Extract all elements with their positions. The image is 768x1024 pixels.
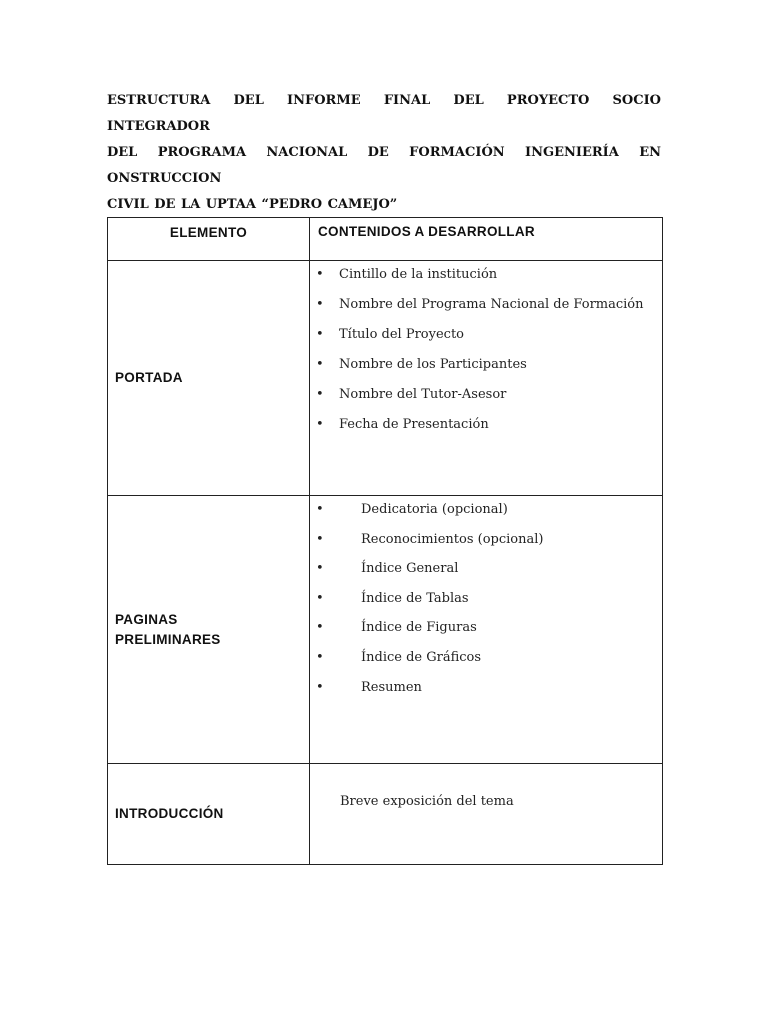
item-text: Fecha de Presentación	[339, 417, 489, 432]
bullet-icon: •	[316, 297, 324, 312]
title-line-3: CIVIL DE LA UPTAA “PEDRO CAMEJO”	[107, 197, 398, 212]
item-text: Título del Proyecto	[339, 327, 465, 342]
element-label-introduccion: INTRODUCCIÓN	[115, 806, 224, 821]
list-item	[310, 644, 662, 671]
item-text: Cintillo de la institución	[339, 267, 498, 282]
item-text: Índice de Figuras	[361, 620, 477, 636]
header-contenidos-label: CONTENIDOS A DESARROLLAR	[318, 224, 535, 239]
header-elemento	[108, 218, 310, 261]
item-text: Índice de Tablas	[361, 590, 469, 606]
header-elemento-label: ELEMENTO	[169, 225, 248, 240]
title-line-2: DEL PROGRAMA NACIONAL DE FORMACIÓN INGENIERÍA EN ONSTRUCCION	[107, 145, 661, 186]
list-item	[310, 321, 662, 348]
contents-cell-paginas-preliminares	[310, 496, 663, 764]
element-label-line-1: PAGINAS	[115, 611, 178, 627]
list-item	[310, 614, 662, 641]
bullet-icon: •	[316, 417, 324, 432]
prelim-list	[310, 496, 662, 701]
list-item	[310, 585, 662, 612]
bullet-icon: •	[316, 387, 324, 402]
item-text: Resumen	[361, 679, 422, 695]
bullet-icon: •	[316, 620, 324, 636]
table-header-row	[108, 218, 663, 261]
bullet-icon: •	[316, 327, 324, 342]
bullet-icon: •	[316, 679, 324, 695]
item-text: Índice General	[361, 561, 459, 577]
bullet-icon: •	[316, 561, 324, 577]
element-cell-portada	[108, 261, 310, 496]
list-item	[310, 411, 662, 438]
structure-table	[107, 217, 663, 865]
header-contenidos	[310, 218, 663, 261]
contents-cell-introduccion	[310, 764, 663, 865]
bullet-icon: •	[316, 649, 324, 665]
list-item	[310, 496, 662, 523]
element-label-line-2: PRELIMINARES	[115, 631, 221, 647]
list-item	[310, 291, 662, 318]
list-item	[310, 555, 662, 582]
contents-cell-portada	[310, 261, 663, 496]
element-cell-paginas-preliminares	[108, 496, 310, 764]
item-text: Nombre del Tutor-Asesor	[339, 387, 507, 402]
bullet-icon: •	[316, 531, 324, 547]
element-label-portada: PORTADA	[115, 370, 183, 385]
bullet-icon: •	[316, 357, 324, 372]
item-text: Reconocimientos (opcional)	[361, 531, 544, 547]
item-text: Índice de Gráficos	[361, 649, 482, 665]
list-item	[310, 381, 662, 408]
intro-text: Breve exposición del tema	[340, 794, 514, 809]
list-item	[310, 351, 662, 378]
item-text: Nombre de los Participantes	[339, 357, 527, 372]
list-item	[310, 526, 662, 553]
bullet-icon: •	[316, 502, 324, 517]
item-text: Dedicatoria (opcional)	[361, 502, 508, 517]
list-item	[310, 261, 662, 288]
table-row-paginas-preliminares	[108, 496, 663, 764]
table-row-introduccion	[108, 764, 663, 865]
title-line-1: ESTRUCTURA DEL INFORME FINAL DEL PROYECTO SOCIO INTEGRADOR	[107, 93, 661, 134]
table-row-portada	[108, 261, 663, 496]
bullet-icon: •	[316, 267, 324, 282]
document-title	[107, 88, 661, 218]
list-item	[310, 674, 662, 701]
element-cell-introduccion	[108, 764, 310, 865]
item-text: Nombre del Programa Nacional de Formación	[339, 297, 644, 312]
bullet-icon: •	[316, 590, 324, 606]
portada-list	[310, 261, 662, 438]
